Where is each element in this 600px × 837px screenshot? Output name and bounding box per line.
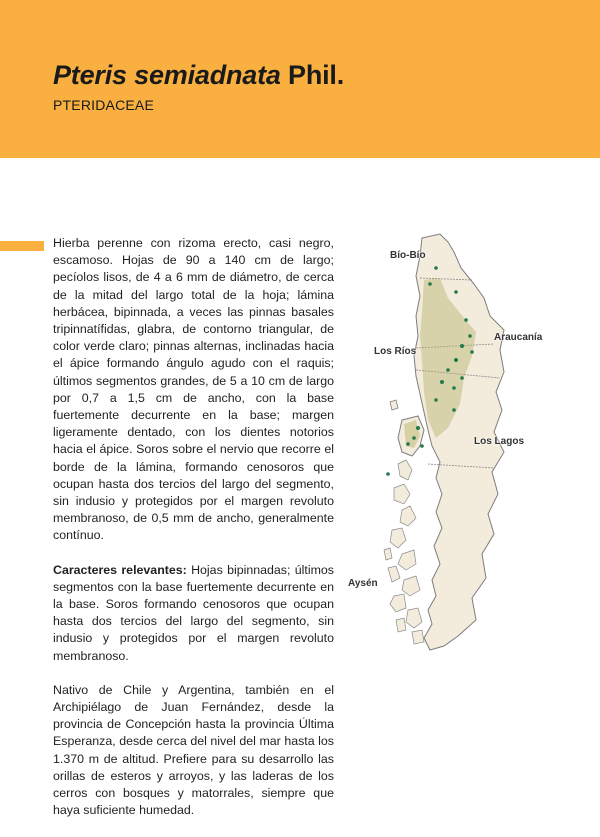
section-marker [0, 241, 44, 251]
label-losrios: Los Ríos [374, 346, 417, 357]
header-band [0, 0, 600, 158]
record-point [386, 472, 390, 476]
map-islet [390, 400, 398, 410]
label-aysen: Aysén [348, 578, 378, 589]
family-name: PTERIDACEAE [53, 97, 154, 113]
map-svg [344, 232, 558, 654]
label-araucania: Araucanía [494, 332, 543, 343]
record-point [454, 358, 458, 362]
species-author: Phil. [280, 60, 345, 90]
record-point [428, 282, 432, 286]
distribution-paragraph: Nativo de Chile y Argentina, también en el Archipiélago de Juan Fernández, desde la provincia de Concepción hasta la provincia Última Esperanza, desde cerca del nivel del mar hasta los 1.370 m de altitud. Prefiere para su desarrollo las orillas de esteros y arroyos, y las laderas de los cerros con bosques y matorrales, siempre que haya suficiente humedad. [53, 682, 334, 818]
record-point [434, 266, 438, 270]
record-point [412, 436, 416, 440]
label-biobio: Bío-Bío [390, 250, 426, 261]
species-text [53, 235, 334, 837]
relevant-text: Hojas bipinnadas; últimos segmentos con la base fuertemente decurrente en la base. Soros formando cenosoros que ocupan hasta dos tercios del largo del segmento, sin indusio y protegidos por el margen revoluto membranoso. [53, 562, 334, 663]
record-point [468, 334, 472, 338]
record-point [434, 398, 438, 402]
map-archipelago [384, 460, 424, 644]
record-point [440, 380, 444, 384]
species-title [53, 60, 344, 91]
record-point [420, 444, 424, 448]
relevant-label: Caracteres relevantes: [53, 562, 187, 577]
label-loslagos: Los Lagos [474, 436, 525, 447]
record-point [406, 442, 410, 446]
record-point [460, 376, 464, 380]
distribution-map [344, 232, 558, 654]
record-point [446, 368, 450, 372]
record-point [454, 290, 458, 294]
relevant-paragraph [53, 562, 334, 665]
record-point [470, 350, 474, 354]
record-point [452, 386, 456, 390]
record-point [452, 408, 456, 412]
record-point [464, 318, 468, 322]
record-point [460, 344, 464, 348]
record-point [416, 426, 420, 430]
species-name: Pteris semiadnata [53, 60, 281, 90]
description-paragraph: Hierba perenne con rizoma erecto, casi negro, escamoso. Hojas de 90 a 140 cm de largo; pecíolos lisos, de 4 a 6 mm de diámetro, de cerca de la mitad del largo total de la hoja; lámina herbácea, bipinnada, a veces las pinnas basales tripinnatífidas, glabra, de contorno triangular, de color verde claro; pinnas alternas, inclinadas hacia el ápice formando ángulo agudo con el raquis; últimos segmentos grandes, de 5 a 10 cm de largo por 0,7 a 1,5 cm de ancho, con la base fuertemente decurrente en la base; margen ligeramente dentado, con los dientes notorios hacia el ápice. Soros sobre el nervio que recorre el borde de la lámina, formando cenosoros que ocupan hasta dos tercios del largo del segmento, sin indusio y protegidos por el margen revoluto membranoso, de 0,5 mm de ancho, generalmente contínuo. [53, 236, 334, 543]
